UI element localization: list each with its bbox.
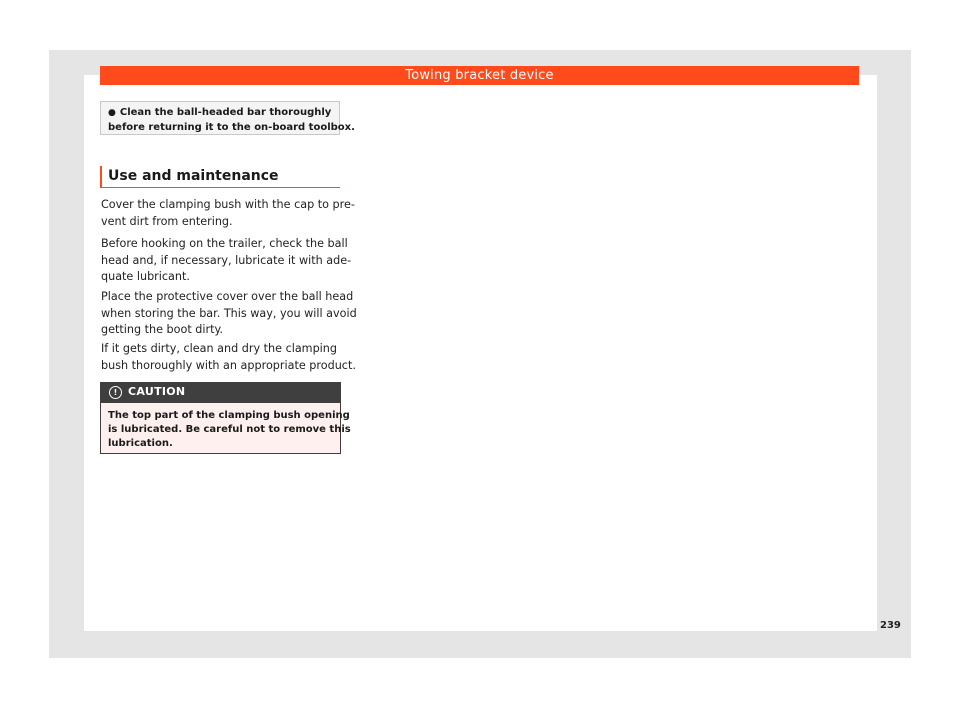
paragraph — [101, 236, 352, 286]
caution-line: The top part of the clamping bush opening — [108, 410, 350, 421]
chapter-title: Towing bracket device — [405, 68, 554, 83]
note-line: before returning it to the on-board toolbox. — [108, 122, 355, 133]
text-line: Cover the clamping bush with the cap to pre- — [101, 198, 355, 211]
bullet-icon: ● — [108, 108, 116, 118]
text-line: If it gets dirty, clean and dry the clamping — [101, 342, 337, 355]
text-line: getting the boot dirty. — [101, 323, 224, 336]
caution-label: CAUTION — [128, 385, 186, 398]
text-line: when storing the bar. This way, you will avoid — [101, 306, 357, 320]
text-line: head and, if necessary, lubricate it with ade- — [101, 253, 352, 267]
page-number: 239 — [880, 620, 901, 631]
text-line: Before hooking on the trailer, check the ball — [101, 237, 348, 250]
text-line: bush thoroughly with an appropriate product. — [101, 358, 356, 372]
caution-line: lubrication. — [108, 438, 173, 449]
text-line: vent dirt from entering. — [101, 214, 233, 228]
paragraph — [101, 341, 356, 374]
paragraph — [101, 197, 355, 230]
paragraph — [101, 289, 357, 339]
section-heading — [100, 166, 340, 188]
section-title: Use and maintenance — [108, 168, 279, 184]
text-line: Place the protective cover over the ball head — [101, 290, 354, 303]
caution-body — [100, 403, 351, 454]
note-box — [100, 101, 355, 135]
text-line: quate lubricant. — [101, 270, 190, 283]
chapter-header — [100, 66, 859, 85]
caution-line: is lubricated. Be careful not to remove this — [108, 424, 351, 435]
caution-header — [100, 382, 341, 403]
note-line: Clean the ball-headed bar thoroughly — [119, 107, 332, 118]
exclamation-circle-icon: ! — [109, 386, 122, 399]
